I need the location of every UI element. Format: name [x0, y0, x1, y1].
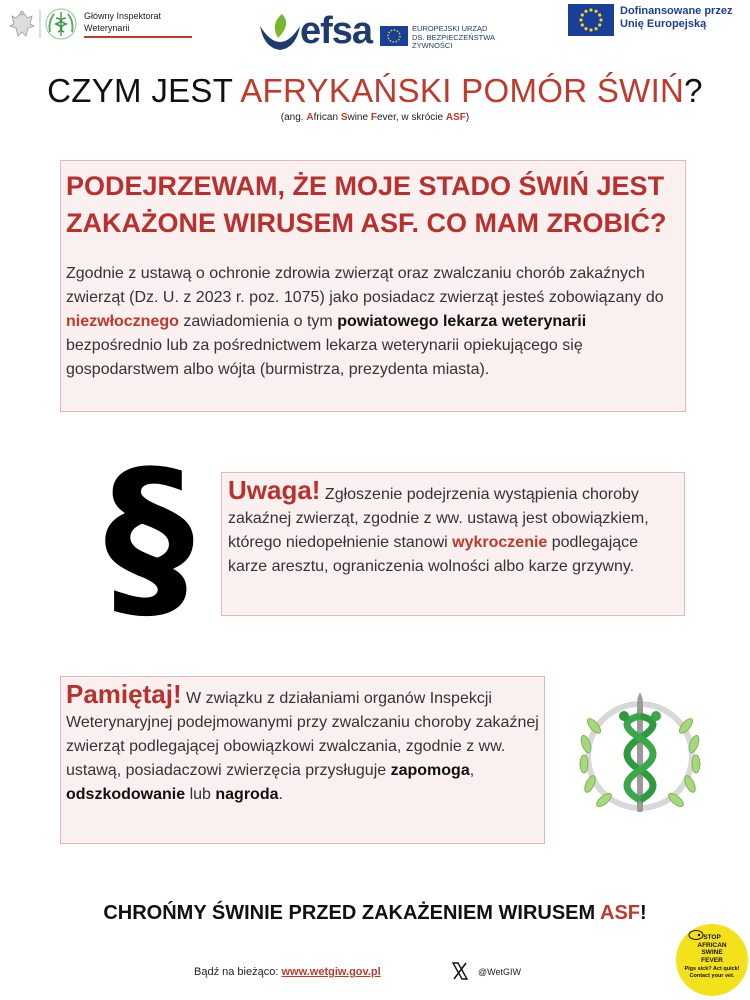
box3-em1: zapomoga — [390, 762, 470, 779]
stop-badge-text — [676, 934, 748, 964]
giw-name-line2: Weterynarii — [84, 23, 130, 33]
box2-p1: Zgłoszenie podejrzenia wystąpienia choroby zakaźnej zwierząt, zgodnie z ww. ustawą jest obowiązkiem, którego niedopełnienie stanowi — [228, 486, 649, 551]
website-link[interactable]: www.wetgiw.gov.pl — [281, 966, 381, 978]
footer-stay-informed — [194, 966, 381, 978]
sub-s: S — [340, 112, 348, 123]
eu-flag-small-icon — [380, 26, 408, 46]
stop-line-3: SWINE — [701, 949, 723, 956]
stop-line-1: STOP — [703, 934, 721, 941]
slogan-end: ! — [640, 902, 647, 924]
title-prefix: CZYM JEST — [47, 72, 241, 109]
footer-stay-label: Bądź na bieżąco: — [194, 966, 282, 978]
box1-em2: powiatowego lekarza weterynarii — [337, 313, 587, 330]
sub-ever: ever, w skrócie — [376, 112, 446, 123]
box1-em1: niezwłocznego — [66, 313, 179, 330]
sub-wine: wine — [347, 112, 371, 123]
stop-line-6: Contact your vet. — [689, 972, 735, 979]
box3-p4: . — [278, 786, 283, 803]
box1-p2: zawiadomienia o tym — [178, 313, 338, 330]
efsa-leaf-icon — [256, 8, 302, 52]
sub-f: F — [370, 112, 377, 123]
sub-open: (ang. — [280, 112, 307, 123]
x-logo-icon[interactable] — [452, 962, 468, 980]
giw-underline — [84, 36, 192, 38]
box3-p2: , — [469, 762, 475, 779]
eu-line-2: Unię Europejską — [620, 18, 707, 30]
sub-a: A — [306, 112, 314, 123]
page-subtitle — [0, 112, 750, 123]
warning-heading: Uwaga! — [228, 475, 321, 505]
veterinary-emblem-icon — [570, 686, 710, 826]
box2-p2: podlegające karze aresztu, ograniczenia wolności albo karze grzywny. — [228, 534, 639, 575]
box3-em3: nagroda — [215, 786, 279, 803]
efsa-sub-1: EUROPEJSKI URZĄD — [412, 24, 488, 33]
box1-p3: bezpośrednio lub za pośrednictwem lekarza weterynarii opiekującego się gospodarstwem albo wójta (burmistrza, prezydenta miasta). — [66, 337, 583, 378]
efsa-subtitle — [412, 25, 495, 51]
giw-name-line1: Główny Inspektorat — [84, 11, 162, 21]
remember-heading: Pamiętaj! — [66, 679, 182, 709]
eu-line-1: Dofinansowane przez — [620, 5, 733, 17]
eu-flag-icon — [568, 4, 614, 36]
efsa-sub-3: ŻYWNOŚCI — [412, 41, 453, 50]
section-sign-icon: § — [104, 433, 194, 642]
sub-frican: frican — [313, 112, 341, 123]
stop-line-2: AFRICAN — [697, 941, 727, 949]
box2-em: wykroczenie — [452, 534, 548, 551]
stop-line-5: Pigs sick? Act quick! — [684, 966, 740, 972]
stop-line-4: FEVER — [701, 956, 723, 964]
suspicion-heading: PODEJRZEWAM, ŻE MOJE STADO ŚWIŃ JEST ZAKAŻONE WIRUSEM ASF. CO MAM ZROBIĆ? — [66, 171, 667, 238]
remember-text — [66, 679, 540, 807]
box3-p3: lub — [185, 786, 216, 803]
closing-slogan — [0, 902, 750, 925]
box3-p1: W związku z działaniami organów Inspekcji Weterynaryjnej podejmowanymi przy zwalczaniu choroby zakaźnej zwierząt podlegającej obowiązkowi zwalczania, zgodnie z ww. ustawą, posiadaczowi zwierzęcia przysługuje — [66, 690, 539, 779]
x-handle[interactable]: @WetGIW — [478, 967, 521, 977]
warning-text — [228, 475, 680, 579]
title-suffix: ? — [684, 72, 703, 109]
eu-funding-text — [620, 5, 732, 31]
stop-badge-contact — [676, 966, 748, 979]
page-title — [0, 72, 750, 110]
giw-name — [84, 10, 161, 34]
efsa-wordmark: efsa — [300, 10, 373, 52]
box1-p1: Zgodnie z ustawą o ochronie zdrowia zwierząt oraz zwalczaniu chorób zakaźnych zwierząt (Dz. U. z 2023 r. poz. 1075) jako posiadacz zwierząt jesteś zobowiązany do — [66, 265, 664, 306]
polish-eagle-icon — [10, 11, 34, 36]
box3-em2: odszkodowanie — [66, 786, 186, 803]
sub-asf: ASF — [445, 112, 466, 123]
title-highlight: AFRYKAŃSKI POMÓR ŚWIŃ — [240, 72, 685, 109]
giw-emblem-icon — [46, 9, 76, 39]
slogan-text: CHROŃMY ŚWINIE PRZED ZAKAŻENIEM WIRUSEM — [103, 902, 600, 924]
sub-close: ) — [465, 112, 470, 123]
suspicion-text — [66, 262, 682, 382]
efsa-sub-2: DS. BEZPIECZEŃSTWA — [412, 32, 496, 42]
slogan-asf: ASF — [600, 902, 640, 924]
